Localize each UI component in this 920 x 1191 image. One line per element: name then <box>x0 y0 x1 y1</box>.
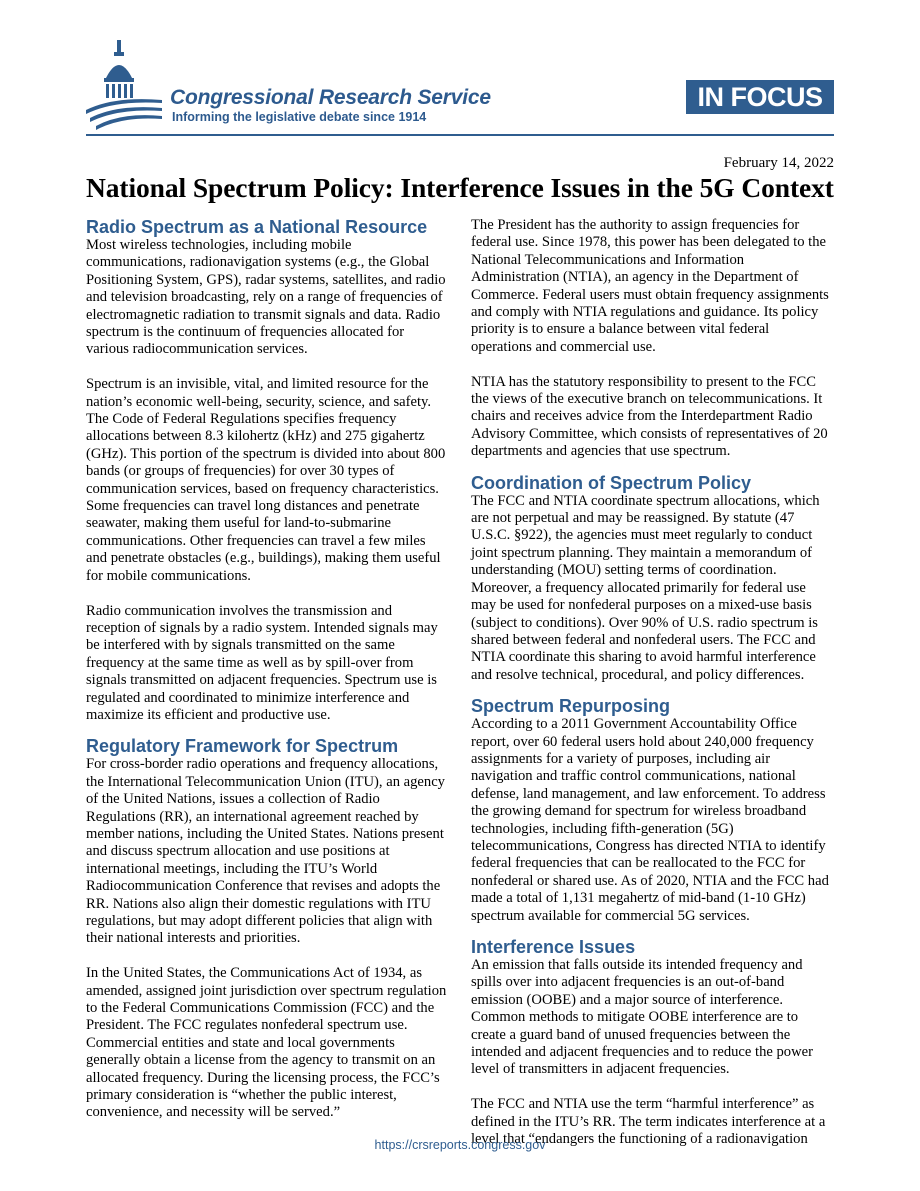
paragraph: The President has the authority to assign frequencies for federal use. Since 1978, this power has been delegated to the National Telecommunications and Information Administration (NTIA), an agency in the Department of Commerce. Federal users must obtain frequency assignments and comply with NTIA regulations and guidance. Its policy priority is to ensure a balance between vital federal operations and commercial use. <box>471 217 829 355</box>
capitol-dome-icon <box>84 40 164 130</box>
org-name: Congressional Research Service <box>170 86 491 109</box>
footer-url[interactable]: https://crsreports.congress.gov <box>374 1138 546 1152</box>
paragraph: According to a 2011 Government Accountability Office report, over 60 federal users hold about 240,000 frequency assignments for a variety of purposes, including air navigation and traffic control communications, national defense, land management, and law enforcement. To address the growing demand for spectrum for wireless broadband technologies, including fifth-generation (5G) telecommunications, Congress has directed NTIA to identify federal frequencies that can be reallocated to the FCC for nonfederal or shared use. As of 2020, NTIA and the FCC had made a total of 1,131 megahertz of mid-band (1-10 GHz) spectrum available for commercial 5G services. <box>471 716 829 924</box>
paragraph: Most wireless technologies, including mobile communications, radionavigation systems (e.g., the Global Positioning System, GPS), radar systems, satellites, and radio and television broadcasting, rely on a range of frequencies of electromagnetic radiation to transmit signals and data. Radio spectrum is the continuum of frequencies allocated for various radiocommunication services. <box>86 237 446 358</box>
paragraph: In the United States, the Communications Act of 1934, as amended, assigned joint jurisdiction over spectrum regulation to the Federal Communications Commission (FCC) and the President. The FCC regulates nonfederal spectrum use. Commercial entities and state and local governments generally obtain a license from the agency to transmit on an allocated frequency. During the licensing process, the FCC’s primary consideration is “whether the public interest, convenience, and necessity will be served.” <box>86 965 447 1121</box>
section-heading-regulatory-framework: Regulatory Framework for Spectrum <box>86 736 399 757</box>
paragraph: NTIA has the statutory responsibility to present to the FCC the views of the executive branch on telecommunications. It chairs and receives advice from the Interdepartment Radio Advisory Committee, which consists of representatives of 20 departments and agencies that use spectrum. <box>471 373 828 460</box>
report-date: February 14, 2022 <box>723 155 834 171</box>
org-tagline: Informing the legislative debate since 1914 <box>172 110 427 124</box>
paragraph: The FCC and NTIA use the term “harmful interference” as defined in the ITU’s RR. The term indicates interference at a level that “endangers the functioning of a radionavigation <box>471 1096 826 1148</box>
paragraph: An emission that falls outside its intended frequency and spills over into adjacent frequencies is an out-of-band emission (OOBE) and a major source of interference. Common methods to mitigate OOBE interference are to create a guard band of unused frequencies between the intended and adjacent frequencies and to reduce the power level of transmitters in adjacent frequencies. <box>471 957 813 1078</box>
in-focus-badge: IN FOCUS <box>686 80 834 114</box>
section-heading-coordination: Coordination of Spectrum Policy <box>471 472 752 493</box>
report-header <box>0 0 920 140</box>
left-column <box>86 217 448 1139</box>
paragraph: Radio communication involves the transmission and reception of signals by a radio system. Intended signals may be interfered with by signals transmitted on the same frequency at the same time as well as by spill-over from signals transmitted on adjacent frequencies. Spectrum use is regulated and coordinated to minimize interference and maximize its efficient and productive use. <box>86 602 438 723</box>
section-heading-repurposing: Spectrum Repurposing <box>471 696 671 717</box>
section-heading-interference: Interference Issues <box>471 937 636 958</box>
page-title: National Spectrum Policy: Interference Issues in the 5G Context <box>86 172 834 203</box>
header-divider <box>86 134 834 136</box>
paragraph: For cross-border radio operations and frequency allocations, the International Telecommunication Union (ITU), an agency of the United Nations, issues a collection of Radio Regulations (RR), an international agreement reached by member nations, including the United States. Nations present and discuss spectrum allocation and use positions at international meetings, including the ITU’s World Radiocommunication Conference that revises and adopts the RR. Nations also align their domestic regulations with ITU regulations, but may adopt different policies that align with their national interests and priorities. <box>86 756 445 947</box>
section-heading-radio-spectrum: Radio Spectrum as a National Resource <box>86 217 428 237</box>
right-column <box>471 217 833 1166</box>
paragraph: Spectrum is an invisible, vital, and limited resource for the nation’s economic well-being, security, science, and safety. The Code of Federal Regulations specifies frequency allocations between 8.3 kilohertz (kHz) and 275 gigahertz (GHz). This portion of the spectrum is divided into about 800 bands (or groups of frequencies) for over 30 types of communication services, based on frequency characteristics. Some frequencies can travel long distances and penetrate seawater, making them useful for land-to-submarine communications. Other frequencies can travel a few miles and penetrate obstacles (e.g., buildings), making them useful for mobile communications. <box>86 376 446 584</box>
paragraph: The FCC and NTIA coordinate spectrum allocations, which are not perpetual and may be reassigned. By statute (47 U.S.C. §922), the agencies must meet regularly to conduct joint spectrum planning. They maintain a memorandum of understanding (MOU) setting terms of coordination. Moreover, a frequency allocated primarily for federal use may be used for nonfederal purposes on a mixed-use basis (subject to conditions). Over 90% of U.S. radio spectrum is shared between federal and nonfederal users. The FCC and NTIA coordinate this sharing to avoid harmful interference and resolve technical, procedural, and policy differences. <box>471 492 820 683</box>
